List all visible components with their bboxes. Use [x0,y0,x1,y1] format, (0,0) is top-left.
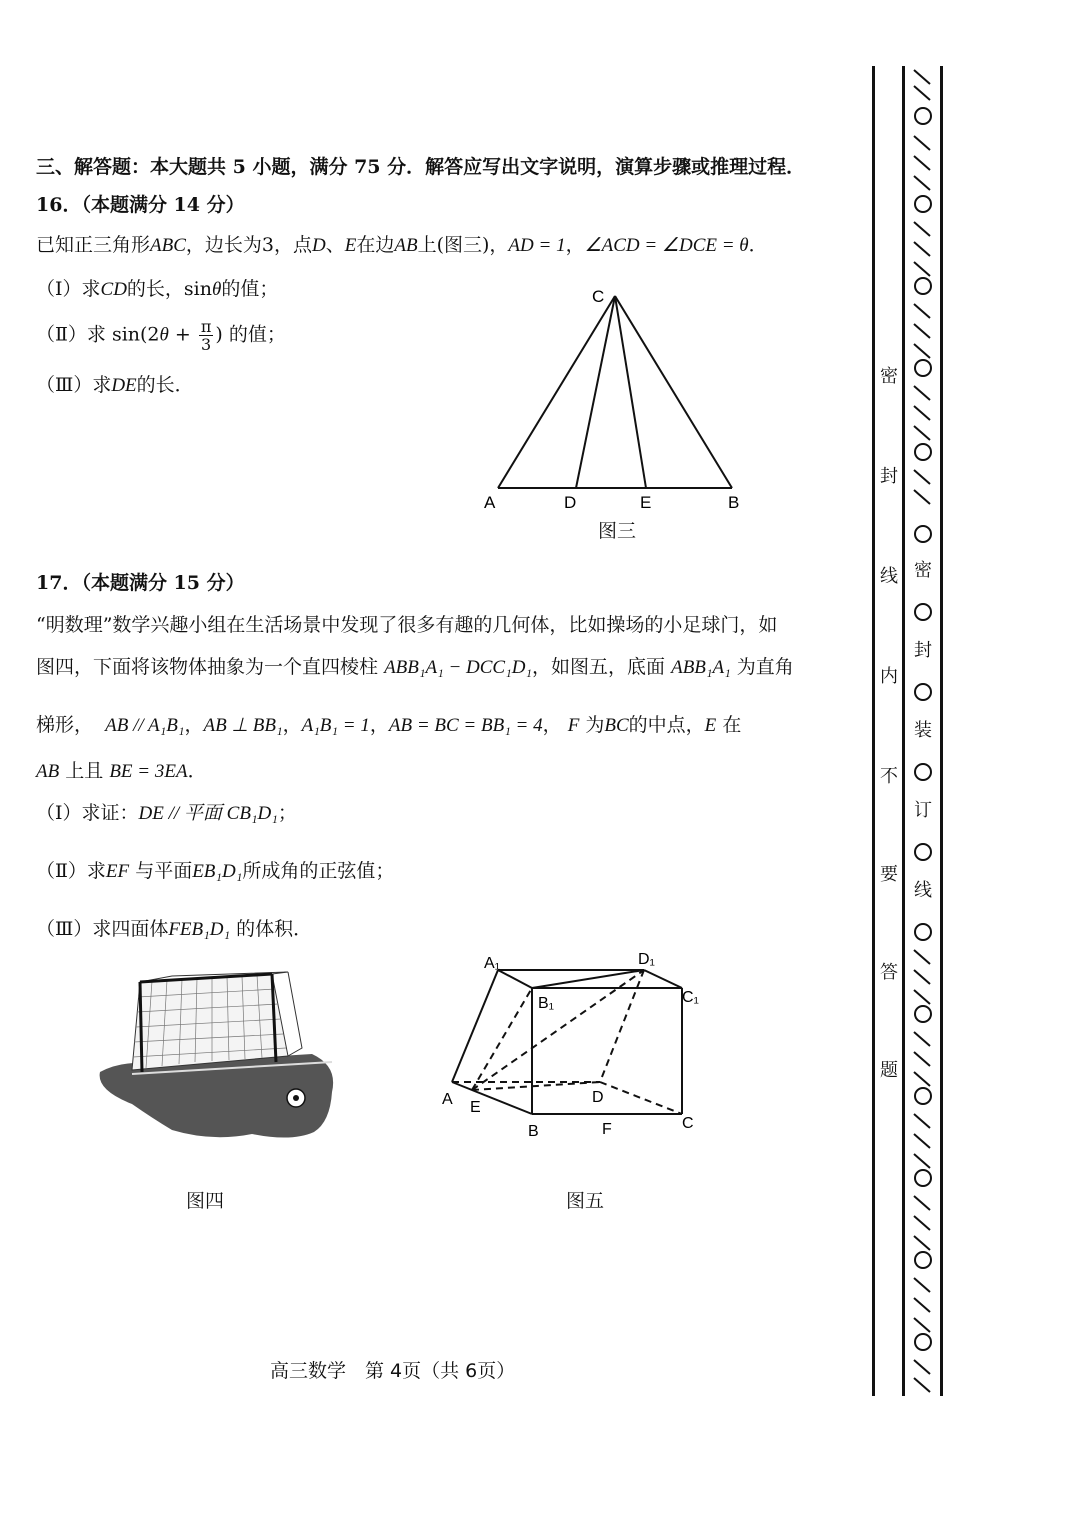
q17-line3: 梯形， AB // A₁B₁，AB ⊥ BB₁，A₁B₁ = 1，AB = BC = BB₁ = 4， F 为BC的中点，E 在 [36,714,742,736]
figure-5-caption: 图五 [566,1190,605,1212]
q17-title: 17．（本题满分 15 分） [36,572,245,594]
label-f: F [602,1121,612,1138]
q16-part3: （Ⅲ）求DE的长． [36,374,194,396]
binding-line-mid [902,66,905,1396]
q17-part1: （Ⅰ）求证：DE // 平面 CB₁D₁； [36,802,297,824]
binding-char: 答 [880,962,898,983]
binding-char: 密 [914,560,932,581]
q17-line2: 图四，下面将该物体抽象为一个直四棱柱 ABB₁A₁ − DCC₁D₁，如图五，底面 ABB₁A₁ 为直角 [36,656,794,678]
q16-stem: 已知正三角形ABC，边长为3，点D、E在边AB上(图三)，AD = 1，∠ACD = ∠DCE = θ． [36,234,768,256]
label-e: E [470,1099,481,1116]
q16-title: 16．（本题满分 14 分） [36,194,245,216]
q17-part2: （Ⅱ）求EF 与平面EB₁D₁所成角的正弦值； [36,860,395,882]
q16-part1: （Ⅰ）求CD的长，sinθ的值； [36,278,279,300]
binding-char: 密 [880,366,898,387]
binding-char: 不 [880,766,898,787]
q17-line4: AB 上且 BE = 3EA． [36,760,207,782]
q17-line1: “明数理”数学兴趣小组在生活场景中发现了很多有趣的几何体，比如操场的小足球门，如 [36,614,778,636]
binding-line-left [872,66,875,1396]
label-b: B [728,493,740,512]
section-heading: 三、解答题：本大题共 5 小题，满分 75 分．解答应写出文字说明，演算步骤或推理过程． [36,156,806,178]
binding-char: 封 [880,466,898,487]
segment-ce [615,296,646,488]
figure-3-triangle [470,280,770,520]
figure-5-prism [436,944,726,1144]
figure-4-caption: 图四 [186,1190,225,1212]
label-b: B [528,1123,539,1140]
q17-part3: （Ⅲ）求四面体FEB₁D₁ 的体积． [36,918,313,940]
binding-char: 线 [880,566,898,587]
label-a1: A₁ [484,955,501,972]
label-c1: C₁ [682,989,699,1006]
label-c: C [682,1115,694,1132]
label-c: C [592,287,605,306]
label-d: D [564,493,577,512]
goal-net [132,972,302,1072]
label-a: A [442,1091,453,1108]
binding-char: 题 [880,1060,898,1081]
binding-char: 装 [914,720,932,741]
binding-char: 订 [914,800,932,821]
side-ca [498,296,615,488]
label-a: A [484,493,496,512]
binding-char: 内 [880,666,898,687]
figure-4-soccer-goal [92,962,342,1152]
side-cb [615,296,732,488]
q16-part2: （Ⅱ）求 sin(2θ + $\frac{\pi}{3}$ ) 的值； [36,317,286,354]
label-d1: D₁ [638,951,655,968]
binding-char: 线 [914,880,932,901]
figure-3-caption: 图三 [598,520,637,542]
label-e: E [640,493,652,512]
binding-char: 封 [914,640,932,661]
label-d: D [592,1089,604,1106]
binding-char: 要 [880,864,898,885]
binding-line-right [940,66,943,1396]
segment-cd [576,296,615,488]
page-footer: 高三数学 第 4页（共 6页） [270,1360,516,1382]
binding-decoration [906,66,940,1396]
label-b1: B₁ [538,995,555,1012]
